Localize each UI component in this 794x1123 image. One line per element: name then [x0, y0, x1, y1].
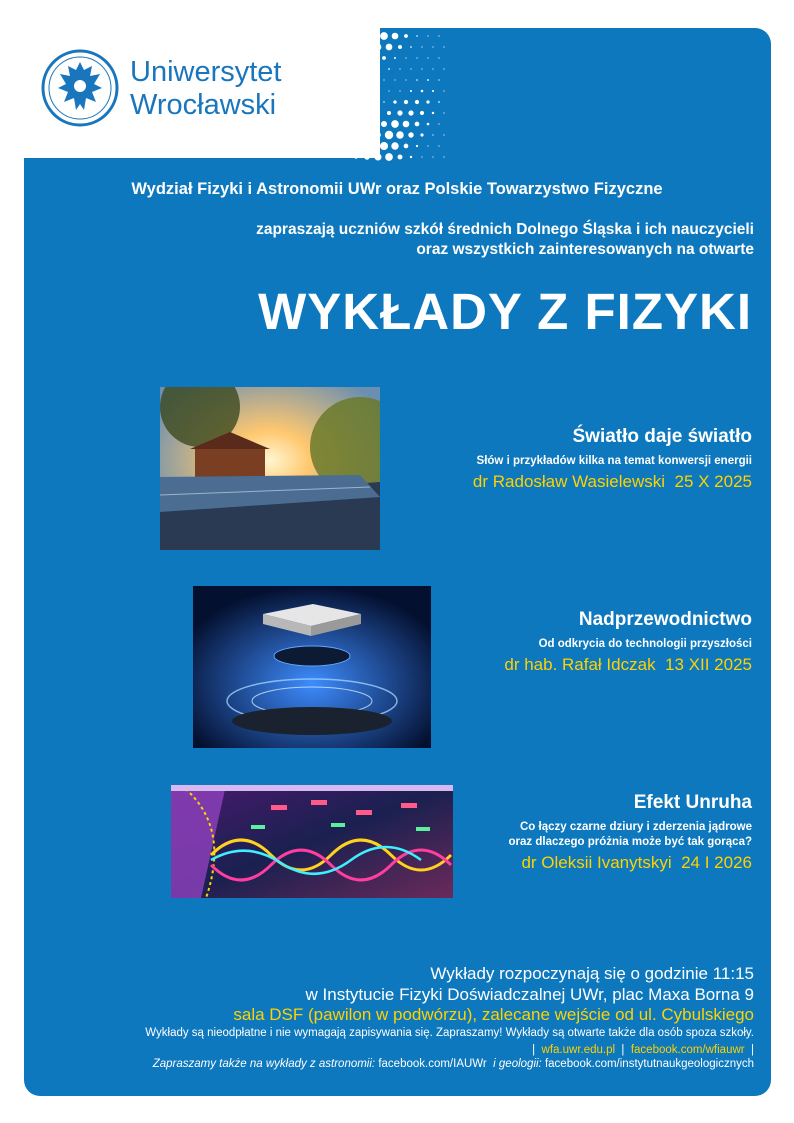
- lecture-2-speaker-date: [504, 655, 752, 675]
- halftone-dots-decoration: [330, 28, 450, 168]
- lecture-3-image-cosmic-waves: [171, 785, 453, 898]
- astronomy-link[interactable]: facebook.com/IAUWr: [378, 1058, 487, 1070]
- invitation-line1: zapraszają uczniów szkół średnich Dolnego Śląska i ich nauczycieli: [256, 221, 754, 238]
- footer-location: w Instytucie Fizyki Doświadczalnej UWr, plac Maxa Borna 9: [305, 985, 754, 1004]
- university-name-line1: Uniwersytet: [130, 56, 282, 88]
- eagle-crest-icon: [40, 48, 120, 128]
- lecture-3-date: 24 I 2026: [681, 853, 752, 872]
- lecture-2-date: 13 XII 2025: [665, 655, 752, 674]
- footer-info: [306, 963, 754, 1005]
- lecture-3-subtitle: [509, 820, 752, 850]
- organizers: Wydział Fizyki i Astronomii UWr oraz Polskie Towarzystwo Fizyczne: [131, 180, 663, 198]
- invitation-text: [54, 220, 754, 260]
- footer-other-lectures: [153, 1058, 754, 1070]
- website-link[interactable]: wfa.uwr.edu.pl: [541, 1044, 616, 1056]
- lecture-2-subtitle: Od odkrycia do technologii przyszłości: [538, 638, 752, 650]
- lecture-3: [509, 792, 752, 873]
- lecture-3-subtitle-line1: Co łączy czarne dziury i zderzenia jądrowe: [520, 821, 752, 833]
- invitation-line2: oraz wszystkich zainteresowanych na otwarte: [416, 241, 754, 258]
- lecture-3-subtitle-line2: oraz dlaczego próżnia może być tak gorąca?: [508, 836, 752, 848]
- university-name: [130, 56, 282, 122]
- lecture-2-speaker: dr hab. Rafał Idczak: [504, 655, 656, 674]
- footer-room: sala DSF (pawilon w podwórzu), zalecane wejście od ul. Cybulskiego: [233, 1005, 754, 1024]
- lecture-1-speaker-date: [473, 472, 752, 492]
- lecture-3-speaker-date: [509, 853, 752, 873]
- lecture-1: [473, 426, 752, 492]
- lecture-1-date: 25 X 2025: [674, 472, 752, 491]
- lecture-1-subtitle: Słów i przykładów kilka na temat konwersji energii: [476, 455, 752, 467]
- facebook-link[interactable]: facebook.com/wfiauwr: [630, 1044, 745, 1056]
- lecture-2: [504, 609, 752, 675]
- poster-title: WYKŁADY Z FIZYKI: [258, 283, 752, 340]
- lecture-1-title: Światło daje światło: [572, 426, 752, 447]
- geology-link[interactable]: facebook.com/instytutnaukgeologicznych: [544, 1058, 754, 1070]
- lecture-1-speaker: dr Radosław Wasielewski: [472, 472, 666, 491]
- university-name-line2: Wrocławski: [130, 89, 277, 121]
- lecture-2-title: Nadprzewodnictwo: [578, 609, 752, 630]
- geology-prefix: i geologii:: [493, 1058, 542, 1070]
- astronomy-prefix: Zapraszamy także na wykłady z astronomii:: [152, 1058, 376, 1070]
- lecture-1-image-solar-panels: [160, 387, 380, 550]
- footer-links: | wfa.uwr.edu.pl | facebook.com/wfiauwr |: [532, 1044, 754, 1056]
- lecture-2-image-levitation: [193, 586, 431, 748]
- lecture-3-speaker: dr Oleksii Ivanytskyi: [521, 853, 672, 872]
- footer-time: Wykłady rozpoczynają się o godzinie 11:15: [430, 964, 754, 983]
- lecture-3-title: Efekt Unruha: [633, 792, 752, 813]
- footer-note: Wykłady są nieodpłatne i nie wymagają zapisywania się. Zapraszamy! Wykłady są otwarte także dla osób spoza szkoły.: [145, 1027, 754, 1039]
